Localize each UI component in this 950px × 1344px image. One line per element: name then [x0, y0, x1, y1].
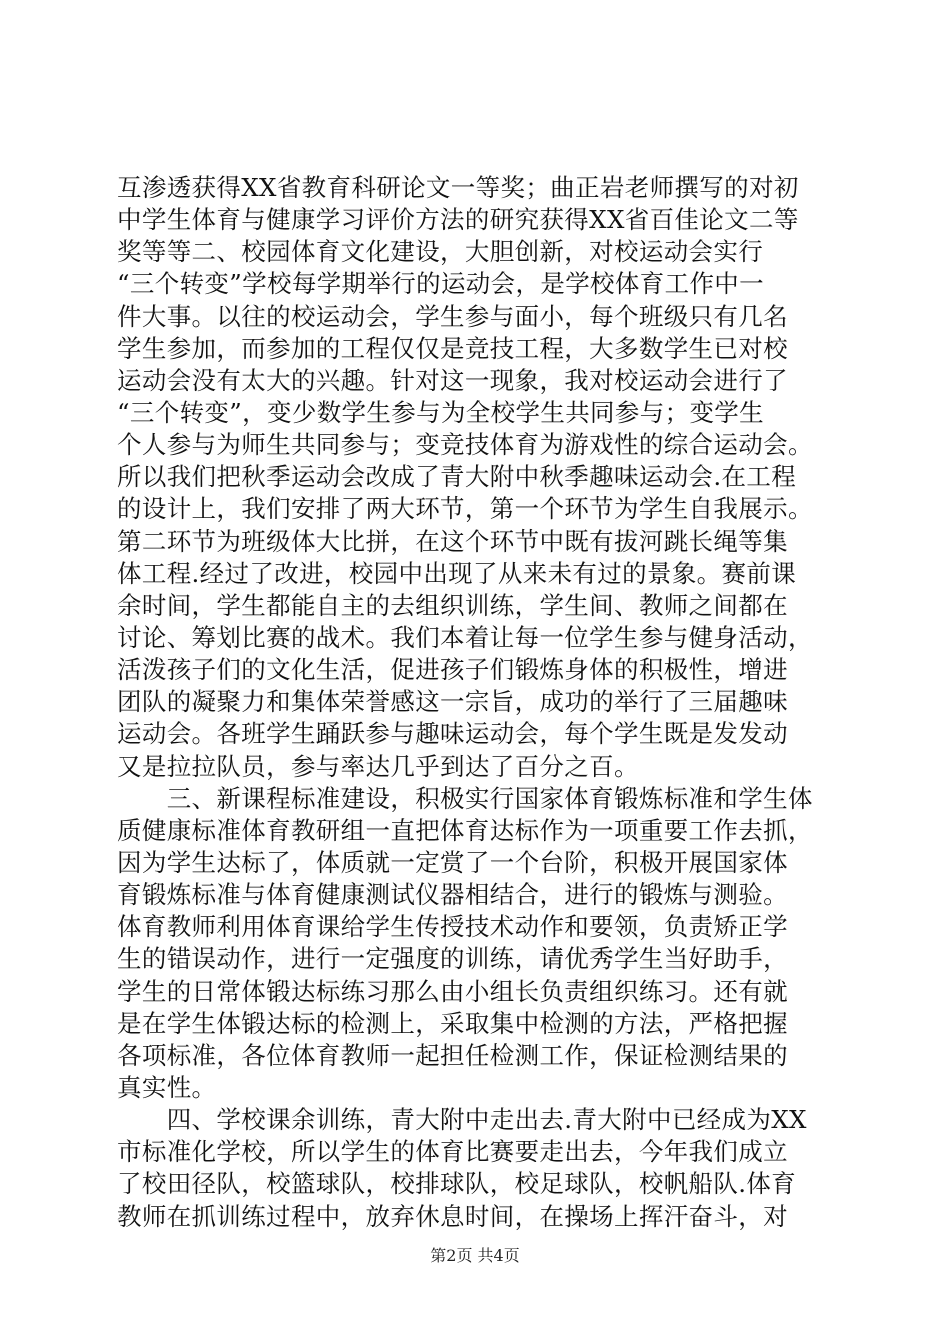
text-line: 学生的日常体锻达标练习那么由小组长负责组织练习。还有就 [117, 976, 788, 1006]
text-line: 奖等等二、校园体育文化建设，大胆创新，对校运动会实行 [117, 237, 764, 267]
text-line: 的设计上，我们安排了两大环节，第一个环节为学生自我展示。 [117, 494, 813, 524]
text-line: 讨论、筹划比赛的战术。我们本着让每一位学生参与健身活动， [117, 622, 813, 652]
text-line: 教师在抓训练过程中，放弃休息时间，在操场上挥汗奋斗，对 [117, 1201, 788, 1231]
text-line: 育锻炼标准与体育健康测试仪器相结合，进行的锻炼与测验。 [117, 880, 788, 910]
text-line: 各项标准，各位体育教师一起担任检测工作，保证检测结果的 [117, 1040, 788, 1070]
text-line: 中学生体育与健康学习评价方法的研究获得XX省百佳论文二等 [117, 205, 799, 235]
text-line: 所以我们把秋季运动会改成了青大附中秋季趣味运动会.在工程 [117, 462, 797, 492]
text-line: 互渗透获得XX省教育科研论文一等奖；曲正岩老师撰写的对初 [117, 173, 799, 202]
text-line: 团队的凝聚力和集体荣誉感这一宗旨，成功的举行了三届趣味 [117, 687, 788, 717]
text-line: 是在学生体锻达标的检测上，采取集中检测的方法，严格把握 [117, 1008, 788, 1038]
text-line: 三、新课程标准建设，积极实行国家体育锻炼标准和学生体 [117, 783, 813, 813]
text-line: 真实性。 [117, 1072, 217, 1102]
text-line: 体工程.经过了改进，校园中出现了从来未有过的景象。赛前课 [117, 558, 797, 588]
text-line: 生的错误动作，进行一定强度的训练，请优秀学生当好助手， [117, 944, 788, 974]
text-line: “三个转变”，变少数学生参与为全校学生共同参与；变学生 [117, 397, 764, 427]
text-line: 四、学校课余训练，青大附中走出去.青大附中已经成为XX [117, 1105, 807, 1135]
text-line: 又是拉拉队员，参与率达几乎到达了百分之百。 [117, 751, 639, 781]
text-line: 市标准化学校，所以学生的体育比赛要走出去，今年我们成立 [117, 1137, 788, 1167]
text-line: 活泼孩子们的文化生活，促进孩子们锻炼身体的积极性，增进 [117, 655, 788, 685]
text-line: 体育教师利用体育课给学生传授技术动作和要领，负责矫正学 [117, 912, 788, 942]
text-line: 学生参加，而参加的工程仅仅是竞技工程，大多数学生已对校 [117, 333, 788, 363]
text-line: 因为学生达标了，体质就一定赏了一个台阶，积极开展国家体 [117, 847, 788, 877]
page-footer: 第2页 共4页 [430, 1246, 520, 1265]
text-line: 运动会没有太大的兴趣。针对这一现象，我对校运动会进行了 [117, 365, 788, 395]
text-line: 个人参与为师生共同参与；变竞技体育为游戏性的综合运动会。 [117, 430, 813, 460]
text-line: 了校田径队，校篮球队，校排球队，校足球队，校帆船队.体育 [117, 1169, 797, 1199]
text-line: 第二环节为班级体大比拼，在这个环节中既有拔河跳长绳等集 [117, 526, 788, 556]
text-line: 运动会。各班学生踊跃参与趣味运动会，每个学生既是发发动 [117, 719, 788, 749]
text-line: 件大事。以往的校运动会，学生参与面小，每个班级只有几名 [117, 301, 788, 331]
text-line: “三个转变”学校每学期举行的运动会，是学校体育工作中一 [117, 269, 764, 299]
text-line: 质健康标准体育教研组一直把体育达标作为一项重要工作去抓， [117, 815, 813, 845]
body-text [117, 172, 837, 1233]
text-line: 余时间，学生都能自主的去组织训练，学生间、教师之间都在 [117, 590, 788, 620]
